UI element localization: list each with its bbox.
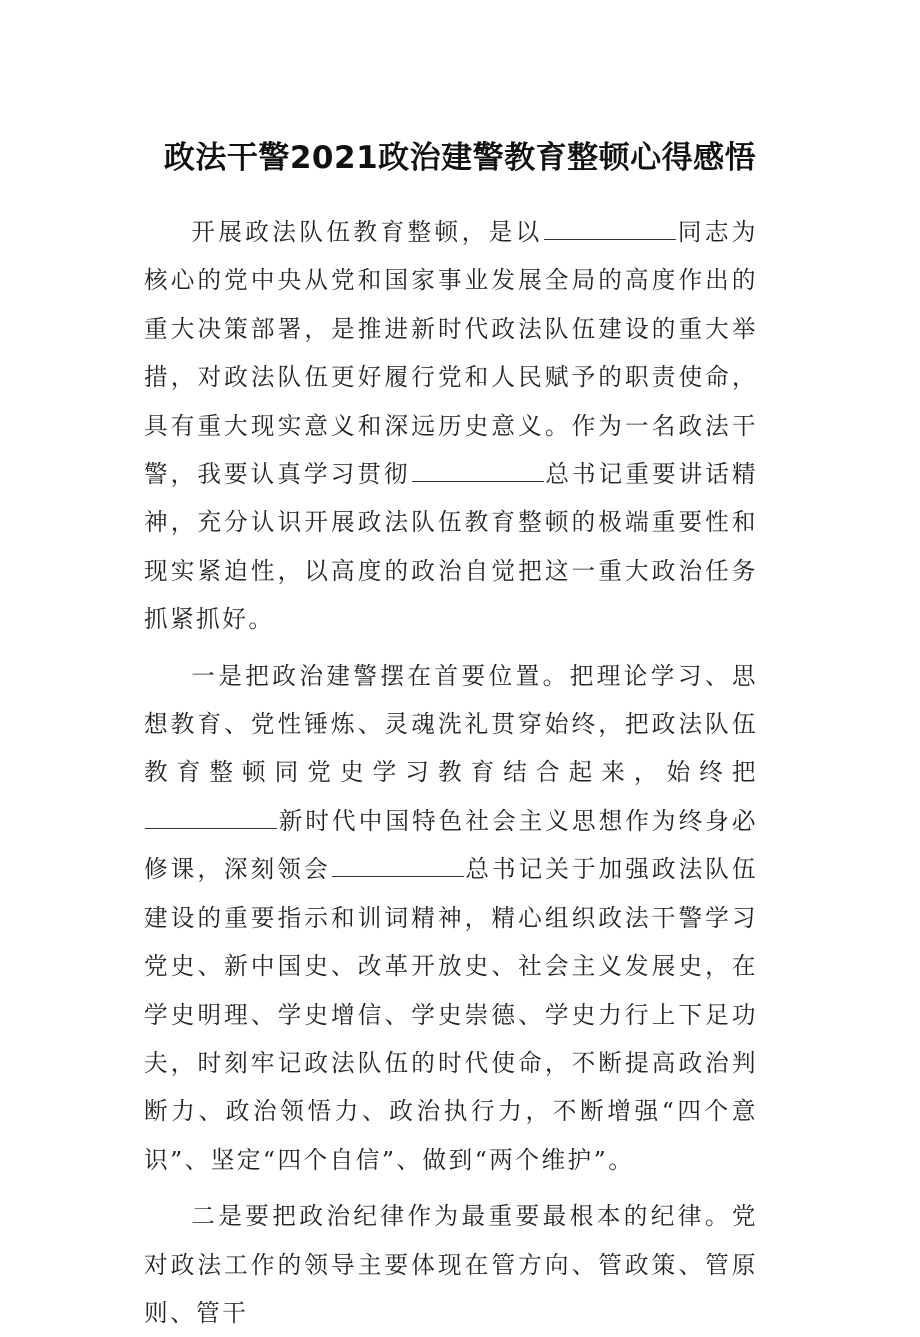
blank-underline <box>145 807 277 829</box>
paragraph-text-segment: 一是把政治建警摆在首要位置。把理论学习、思想教育、党性锤炼、灵魂洗礼贯穿始终，把政法队伍教育整顿同党史学习教育结合起来，始终把 <box>144 661 758 787</box>
paragraph-text-segment: 新时代中国特色社会主义思想作为终身必修课，深刻领会 <box>144 806 758 884</box>
paragraph-3 <box>144 1192 758 1337</box>
paragraph-text-segment: 总书记关于加强政法队伍建设的重要指示和训词精神，精心组织政法干警学习党史、新中国史、改革开放史、社会主义发展史，在学史明理、学史增信、学史崇德、学史力行上下足功夫，时刻牢记政法队伍的时代使命，不断提高政治判断力、政治领悟力、政治执行力，不断增强“四个意识”、坚定“四个自信”、做到“两个维护”。 <box>144 855 759 1174</box>
document-body <box>144 208 758 1337</box>
paragraph-1 <box>144 208 758 644</box>
blank-underline <box>544 218 676 240</box>
paragraph-text-segment: 同志为核心的党中央从党和国家事业发展全局的高度作出的重大决策部署，是推进新时代政法队伍建设的重大举措，对政法队伍更好履行党和人民赋予的职责使命，具有重大现实意义和深远历史意义。作为一名政法干警，我要认真学习贯彻 <box>144 218 759 489</box>
blank-underline <box>332 855 464 877</box>
document-title: 政法干警2021政治建警教育整顿心得感悟 <box>163 139 757 176</box>
paragraph-text-segment: 开展政法队伍教育整顿，是以 <box>191 218 543 246</box>
paragraph-2 <box>144 652 758 1184</box>
paragraph-text-segment: 二是要把政治纪律作为最重要最根本的纪律。党对政法工作的领导主要体现在管方向、管政策、管原则、管干 <box>144 1202 758 1327</box>
blank-underline <box>412 460 544 482</box>
paragraph-text-segment: 总书记重要讲话精神，充分认识开展政法队伍教育整顿的极端重要性和现实紧迫性，以高度的政治自觉把这一重大政治任务抓紧抓好。 <box>144 460 759 634</box>
